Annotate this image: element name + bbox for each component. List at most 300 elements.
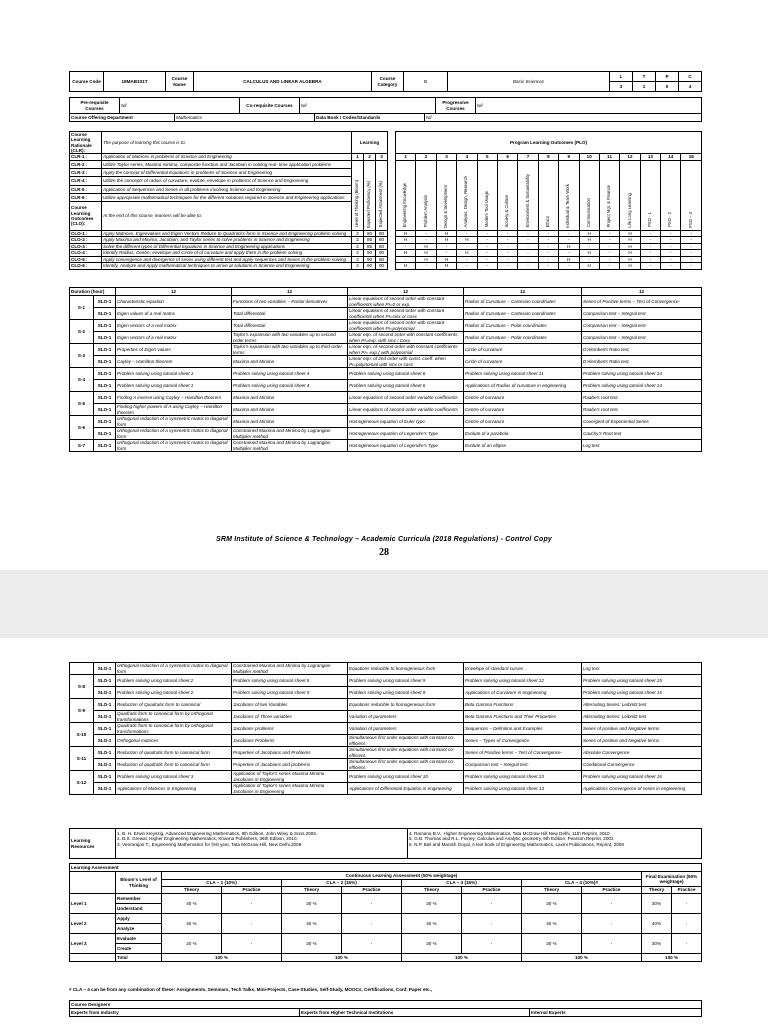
resource-item: 1. B. H. Erwin kreyszig, Advanced Engineering Mathematics, 9th Edition, John Wiley & Sons,2006. bbox=[117, 831, 318, 836]
clo-plo-value: - bbox=[396, 256, 416, 263]
clo-label: Course Learning Outcomes (CLO): bbox=[70, 202, 102, 230]
clo-plo-value: - bbox=[640, 250, 660, 257]
topic-cell: Constrained Maxima and Minima by Lagrangian Multiplier method bbox=[232, 440, 348, 452]
course-category-name: Basic Sciences bbox=[448, 72, 610, 92]
course-category: B bbox=[404, 72, 448, 92]
final-exam-label: Final Examination (50% weightage) bbox=[642, 872, 702, 887]
course-designers-label: Course Designers bbox=[70, 1001, 702, 1009]
assessment-value: - bbox=[582, 914, 642, 934]
clo-plo-value: - bbox=[518, 250, 538, 257]
learning-label: Learning bbox=[352, 132, 388, 154]
schedule-table-1 bbox=[69, 287, 702, 452]
total-value: 100 % bbox=[402, 954, 522, 962]
topic-cell: Problem solving using tutorial sheet 15 bbox=[582, 687, 702, 699]
ltpc-header-c: C bbox=[679, 72, 702, 82]
course-code-label: Course Code bbox=[70, 72, 104, 92]
blooms-label: Bloom's Level of Thinking bbox=[116, 872, 162, 894]
schedule-row bbox=[70, 356, 702, 368]
clo-plo-value: H bbox=[436, 230, 456, 237]
topic-cell: Radius of Curvature – Polar coordinates bbox=[464, 332, 582, 344]
slo-label: SLO-1 bbox=[94, 759, 116, 771]
topic-cell: Problem solving using tutorial sheet 9 bbox=[348, 675, 464, 687]
plo-header-text: Environment & Sustainability bbox=[524, 174, 530, 228]
slo-label: SLO-1 bbox=[94, 735, 116, 747]
clo-plo-value: - bbox=[661, 230, 681, 237]
clo-plo-value: - bbox=[681, 230, 702, 237]
thinking-label: Evaluate bbox=[116, 934, 162, 944]
assessment-value: 40 % bbox=[162, 894, 222, 914]
plo-number: 1 bbox=[396, 154, 416, 161]
course-code: 18MAB101T bbox=[104, 72, 166, 92]
clo-code: CLO-5 : bbox=[70, 256, 102, 263]
assessment-value: - bbox=[582, 894, 642, 914]
topic-cell: Applications of Radius of curvature in engineering bbox=[464, 380, 582, 392]
topic-cell: Log test bbox=[582, 440, 702, 452]
plo-number: 4 bbox=[457, 154, 477, 161]
session-label: S-2 bbox=[70, 320, 94, 344]
plo-number: 9 bbox=[559, 154, 579, 161]
topic-cell: Alternating Series: Leibnitz test bbox=[582, 711, 702, 723]
assessment-value: - bbox=[462, 914, 522, 934]
assessment-value: - bbox=[672, 934, 702, 954]
topic-cell: Problem solving using tutorial sheet 2 bbox=[116, 675, 232, 687]
clo-plo-value: H bbox=[579, 237, 599, 244]
plo-number: 14 bbox=[661, 154, 681, 161]
plo-header-text: Ethics bbox=[545, 215, 551, 228]
clo-plo-value: - bbox=[599, 256, 619, 263]
plo-header bbox=[477, 160, 497, 230]
resource-item: 3. Veerarajan T., Engineering Mathematics for first year, Tata McGraw-Hill, New Delhi,2008. bbox=[117, 841, 303, 847]
clo-plo-value: - bbox=[599, 263, 619, 270]
plo-header bbox=[538, 160, 558, 230]
ltpc-header-t: T bbox=[633, 72, 656, 82]
assessment-value: 30 % bbox=[402, 894, 462, 914]
slo-label: SLO-1 bbox=[94, 320, 116, 332]
clo-plo-value: H bbox=[436, 263, 456, 270]
topic-cell: Covergent of Exponential Series bbox=[582, 416, 702, 428]
topic-cell: Variation of parameters bbox=[348, 723, 464, 735]
topic-cell: Log test bbox=[582, 663, 702, 675]
topic-cell: Taylor's expansion with two variables up to third order terms bbox=[232, 344, 348, 356]
clo-plo-value: - bbox=[497, 230, 517, 237]
clo-code: CLO-6 : bbox=[70, 263, 102, 270]
plo-header-text: Life Long Learning bbox=[626, 192, 632, 228]
page-gap bbox=[0, 570, 768, 638]
coreq-value: Nil bbox=[300, 98, 436, 114]
topic-cell: Applications of Curvature in engineering bbox=[464, 687, 582, 699]
topic-cell: orthogonal reduction of a symmetric matrix to diagonal form bbox=[116, 428, 232, 440]
topic-cell: Comparison test – Integral test- bbox=[582, 308, 702, 320]
blank-cell bbox=[70, 954, 116, 962]
topic-cell: Applications Convergence of series in engineering bbox=[582, 783, 702, 795]
plo-header bbox=[396, 160, 416, 230]
clr-code: CLR-1 : bbox=[70, 154, 102, 161]
topic-cell: Evolute of an ellipse bbox=[464, 440, 582, 452]
session-label: S-12 bbox=[70, 771, 94, 795]
assessment-value: - bbox=[342, 914, 402, 934]
schedule-row bbox=[70, 320, 702, 332]
level-label: Level 3 bbox=[70, 934, 116, 954]
topic-cell: Series of positive and Negative terms. bbox=[582, 723, 702, 735]
topic-cell: Variation of parameters bbox=[348, 711, 464, 723]
clo-plo-value: - bbox=[518, 237, 538, 244]
topic-cell: Series of positive and Negative terms. bbox=[582, 735, 702, 747]
clr-text: Application of Matrices in problems of Science and Engineering bbox=[102, 154, 352, 161]
topic-cell: Problem solving using tutorial sheet 11 bbox=[464, 368, 582, 380]
topic-cell: Series – Types of Convergence bbox=[464, 735, 582, 747]
clo-plo-value: - bbox=[518, 256, 538, 263]
schedule-row bbox=[70, 440, 702, 452]
ltpc-value-c: 4 bbox=[679, 82, 702, 92]
topic-cell: Problem solving using tutorial sheet 2 bbox=[116, 687, 232, 699]
clo-plo-value: H bbox=[396, 237, 416, 244]
topic-cell: Finding higher powers of A using Cayley – Hamilton theorem bbox=[116, 404, 232, 416]
clo-learning-value: 2 bbox=[352, 250, 364, 257]
topic-cell: Cauchy's Root test bbox=[582, 428, 702, 440]
level-label: Level 1 bbox=[70, 894, 116, 914]
topic-cell: Alternating Series: Leibnitz test bbox=[582, 699, 702, 711]
clo-learning-value: 2 bbox=[352, 237, 364, 244]
clr-text: Apply the concept of Differential Equations in problems of Science and Engineering bbox=[102, 168, 352, 176]
total-value: 100 % bbox=[162, 954, 282, 962]
schedule-row bbox=[70, 687, 702, 699]
topic-cell: Beta Gamma Functions bbox=[464, 699, 582, 711]
assessment-value: 30 % bbox=[522, 894, 582, 914]
session-label: S-8 bbox=[70, 675, 94, 699]
clo-plo-value: - bbox=[559, 263, 579, 270]
total-value: 100 % bbox=[522, 954, 642, 962]
assessment-value: - bbox=[222, 894, 282, 914]
schedule-row bbox=[70, 344, 702, 356]
schedule-row bbox=[70, 296, 702, 308]
clr-code: CLR-3 : bbox=[70, 168, 102, 176]
slo-label: SLO-1 bbox=[94, 663, 116, 675]
databook-label: Data Book / Codes/Standards bbox=[315, 114, 425, 122]
schedule-row bbox=[70, 368, 702, 380]
practice-label: Practice bbox=[672, 887, 702, 894]
blank-cell bbox=[70, 872, 116, 894]
internal-experts-label: Internal Experts bbox=[530, 1009, 702, 1017]
topic-cell: Eigen vectors of a real matrix bbox=[116, 332, 232, 344]
spacer-cell bbox=[388, 263, 396, 270]
assessment-value: 30 % bbox=[282, 894, 342, 914]
clo-plo-value: - bbox=[518, 263, 538, 270]
assessment-value: 40% bbox=[642, 914, 672, 934]
clo-plo-value: H bbox=[620, 230, 640, 237]
plo-number: 8 bbox=[538, 154, 558, 161]
topic-cell: Problem solving using tutorial sheet 12 bbox=[464, 675, 582, 687]
topic-cell: Conditional Convergence bbox=[582, 759, 702, 771]
clo-plo-value: - bbox=[640, 230, 660, 237]
schedule-row bbox=[70, 308, 702, 320]
session-label: S-9 bbox=[70, 699, 94, 723]
slo-label: SLO-1 bbox=[94, 344, 116, 356]
cla-column: CLA – 2 (15%) bbox=[282, 880, 402, 887]
clo-plo-value: - bbox=[681, 250, 702, 257]
topic-cell: Application of Taylor's series Maxima Minima Jacobians in Engineering bbox=[232, 783, 348, 795]
plo-header bbox=[681, 160, 702, 230]
slo-label: SLO-1 bbox=[94, 687, 116, 699]
slo-label: SLO-1 bbox=[94, 332, 116, 344]
session-label: S-1 bbox=[70, 296, 94, 320]
plo-header bbox=[579, 160, 599, 230]
clo-plo-value: - bbox=[477, 263, 497, 270]
schedule-row bbox=[70, 428, 702, 440]
session-label: S-6 bbox=[70, 416, 94, 440]
resource-item: 5. G.B. Thomas and R.L. Finney, Calculus and Analytic geometry, 9th Edition, Pearson,Reprint, 2002 bbox=[409, 836, 614, 842]
schedule-row bbox=[70, 675, 702, 687]
resource-item: 6. N.P. Bali and Manish Goyal, A text book of Engineering Mathematics, Laxmi Publications, Reprint, 2008 bbox=[409, 841, 624, 847]
topic-cell: Eigen values of a real matrix bbox=[116, 308, 232, 320]
experts-industry-label: Experts from Industry bbox=[70, 1009, 300, 1017]
plo-header bbox=[497, 160, 517, 230]
schedule-row bbox=[70, 711, 702, 723]
session-label: S-4 bbox=[70, 368, 94, 392]
progressive-value: Nil bbox=[476, 98, 702, 114]
theory-label: Theory bbox=[402, 887, 462, 894]
clo-plo-value: - bbox=[559, 250, 579, 257]
assessment-value: 40 % bbox=[282, 914, 342, 934]
schedule-row bbox=[70, 332, 702, 344]
plo-header-text: Project Mgt. & Finance bbox=[606, 184, 612, 228]
total-value: 100 % bbox=[642, 954, 702, 962]
slo-label: SLO-1 bbox=[94, 392, 116, 404]
plo-header-text: Analysis, Design, Research bbox=[463, 176, 469, 228]
assessment-label: Learning Assessment bbox=[70, 864, 702, 872]
topic-cell: Problem solving using tutorial sheet 16 bbox=[582, 771, 702, 783]
ltpc-value-t: 1 bbox=[633, 82, 656, 92]
topic-cell: Constrained Maxima and Minima by Lagrangian Multiplier method bbox=[232, 428, 348, 440]
clo-plo-value: - bbox=[681, 243, 702, 250]
topic-cell: Comparison test – Integral test- bbox=[464, 759, 582, 771]
slo-label: SLO-1 bbox=[94, 380, 116, 392]
clo-plo-value: H bbox=[396, 263, 416, 270]
resources-right bbox=[408, 829, 702, 859]
clo-plo-value: - bbox=[477, 250, 497, 257]
learning-header-text: Level of Thinking (Bloom) bbox=[354, 179, 360, 228]
topic-cell: Problem solving using tutorial sheet 5 bbox=[232, 687, 348, 699]
topic-cell: Simultaneous first order equations with constant co-efficient. bbox=[348, 735, 464, 747]
thinking-label: Create bbox=[116, 944, 162, 954]
clo-plo-value: - bbox=[538, 243, 558, 250]
clo-intro: At the end of this course, learners will be able to: bbox=[102, 202, 352, 230]
slo-label: SLO-1 bbox=[94, 711, 116, 723]
clo-plo-value: - bbox=[599, 237, 619, 244]
topic-cell: Comparison test – Integral test- bbox=[582, 320, 702, 332]
clo-learning-value: 2 bbox=[352, 263, 364, 270]
clo-plo-value: - bbox=[416, 263, 436, 270]
clo-code: CLO-4 : bbox=[70, 250, 102, 257]
course-name-label: Course Name bbox=[166, 72, 194, 92]
clo-learning-value: 80 bbox=[376, 243, 388, 250]
assessment-value: 30 % bbox=[402, 934, 462, 954]
ltpc-value-p: 0 bbox=[656, 82, 679, 92]
schedule-row bbox=[70, 747, 702, 759]
clo-plo-value: H bbox=[620, 250, 640, 257]
practice-label: Practice bbox=[222, 887, 282, 894]
clo-plo-value: - bbox=[457, 263, 477, 270]
assessment-value: 30% bbox=[642, 934, 672, 954]
clo-text: Solve the different types of Differential Equations in Science and Engineering applications bbox=[102, 243, 352, 250]
assessment-value: - bbox=[462, 934, 522, 954]
plo-header bbox=[436, 160, 456, 230]
thinking-label: Understand bbox=[116, 904, 162, 914]
schedule-row bbox=[70, 663, 702, 675]
clo-plo-value: - bbox=[661, 243, 681, 250]
topic-cell: Series of Positive terms – Test of Convergence- bbox=[582, 296, 702, 308]
clo-code: CLO-3 : bbox=[70, 243, 102, 250]
assessment-value: - bbox=[672, 914, 702, 934]
learning-resources-table bbox=[69, 828, 702, 859]
spacer-cell bbox=[388, 160, 396, 230]
topic-cell: Application of Taylor's series Maxima Minima Jacobians in Engineering bbox=[232, 771, 348, 783]
clo-code: CLO-2 : bbox=[70, 237, 102, 244]
department-value: Mathematics bbox=[175, 114, 315, 122]
clo-learning-value: 2 bbox=[352, 256, 364, 263]
theory-label: Theory bbox=[522, 887, 582, 894]
topic-cell: Equations reducible to homogeneous form bbox=[348, 663, 464, 675]
clo-text: Identify Radius, Centre, envelope and Circle of of curvature and apply them in the problem solving bbox=[102, 250, 352, 257]
topic-cell: Quadratic form to canonical form by orthogonal transformations bbox=[116, 723, 232, 735]
topic-cell: Jacobians problems bbox=[232, 723, 348, 735]
topic-cell: Raabe's root test. bbox=[582, 392, 702, 404]
topic-cell: Linear equations of second order variable coefficients bbox=[348, 404, 464, 416]
topic-cell: Absolute Convergence bbox=[582, 747, 702, 759]
topic-cell: Total differential bbox=[232, 320, 348, 332]
plo-number: 15 bbox=[681, 154, 702, 161]
topic-cell: Linear equations of second order with constant coefficients when PI=polynomial bbox=[348, 320, 464, 332]
clo-plo-value: H bbox=[620, 237, 640, 244]
topic-cell: Reduction of quadratic form to canonical form bbox=[116, 759, 232, 771]
topic-cell: Problem solving using tutorial sheet 15 bbox=[582, 675, 702, 687]
assessment-value: 30% bbox=[642, 894, 672, 914]
clo-plo-value: - bbox=[559, 230, 579, 237]
topic-cell: Radius of Curvature – Cartesian coordinates bbox=[464, 308, 582, 320]
session-label: S-3 bbox=[70, 344, 94, 368]
topic-cell: orthogonal reduction of a symmetric matrix to diagonal form bbox=[116, 663, 232, 675]
slo-label: SLO-1 bbox=[94, 296, 116, 308]
topic-cell: Linear eqn. of second order with constant coefficients when PI= exp.( with polynomial bbox=[348, 344, 464, 356]
footer-institution: SRM Institute of Science & Technology – Academic Curricula (2018 Regulations) - Control Copy bbox=[215, 536, 553, 543]
course-name: CALCULUS AND LINEAR ALGEBRA bbox=[194, 72, 372, 92]
clo-plo-value: H bbox=[396, 250, 416, 257]
clo-plo-value: - bbox=[538, 250, 558, 257]
cla-column: CLA – 4 (10%)# bbox=[522, 880, 642, 887]
topic-cell: Comparison test – Integral test- bbox=[582, 332, 702, 344]
slo-label: SLO-1 bbox=[94, 747, 116, 759]
clo-plo-value: - bbox=[640, 256, 660, 263]
clo-plo-value: - bbox=[640, 263, 660, 270]
clo-plo-value: H bbox=[620, 243, 640, 250]
assessment-value: 30 % bbox=[282, 934, 342, 954]
clo-learning-value: 80 bbox=[376, 230, 388, 237]
session-label bbox=[70, 663, 94, 675]
plo-number: 2 bbox=[416, 154, 436, 161]
plo-header-text: Problem Analysis bbox=[422, 195, 428, 228]
clo-plo-value: H bbox=[559, 256, 579, 263]
resource-item: 4. Ramana B.V., Higher Engineering Mathematics, Tata McGraw Hill New Delhi, 11th Reprint, 2010 bbox=[409, 831, 610, 836]
topic-cell: Problem solving using tutorial sheet 3 bbox=[116, 771, 232, 783]
plo-header bbox=[640, 160, 660, 230]
theory-label: Theory bbox=[162, 887, 222, 894]
clo-plo-value: - bbox=[457, 256, 477, 263]
topic-cell: Equations reducible to homogeneous form bbox=[348, 699, 464, 711]
topic-cell: Series of Positive terms – Test of Convergence- bbox=[464, 747, 582, 759]
clo-plo-value: - bbox=[559, 237, 579, 244]
plo-number: 7 bbox=[518, 154, 538, 161]
topic-cell: Circle of curvature bbox=[464, 344, 582, 356]
clo-plo-value: - bbox=[599, 250, 619, 257]
topic-cell: Maxima and Minima bbox=[232, 392, 348, 404]
topic-cell: Applications of Differential Equation in engineering bbox=[348, 783, 464, 795]
clo-plo-value: - bbox=[661, 250, 681, 257]
clo-learning-value: 90 bbox=[376, 263, 388, 270]
topic-cell: Quadratic form to canonical form by orthogonal transformations bbox=[116, 711, 232, 723]
clo-plo-value: - bbox=[477, 243, 497, 250]
clo-learning-value: 85 bbox=[364, 237, 376, 244]
topic-cell: orthogonal reduction of a symmetric matrix to diagonal form bbox=[116, 416, 232, 428]
plo-header bbox=[559, 160, 579, 230]
clr-code: CLR-5 : bbox=[70, 185, 102, 193]
clo-text: Apply Maxima and Minima, Jacobian, and Taylor series to solve problems in Science and Engineering bbox=[102, 237, 352, 244]
clo-plo-value: - bbox=[538, 256, 558, 263]
plo-header-text: Society & Culture bbox=[504, 194, 510, 228]
topic-cell: Sequences – Definition and Examples bbox=[464, 723, 582, 735]
plo-label: Program Learning Outcomes (PLO) bbox=[396, 132, 702, 154]
slo-label: SLO-1 bbox=[94, 404, 116, 416]
clo-plo-value: H bbox=[457, 237, 477, 244]
plo-number: 3 bbox=[436, 154, 456, 161]
topic-cell: Problem solving using tutorial sheet 13 bbox=[464, 783, 582, 795]
clo-plo-value: - bbox=[579, 243, 599, 250]
topic-cell: Eigen vectors of a real matrix bbox=[116, 320, 232, 332]
topic-cell: Radius of Curvature – Polar coordinates bbox=[464, 320, 582, 332]
clo-learning-value: 85 bbox=[364, 243, 376, 250]
theory-label: Theory bbox=[282, 887, 342, 894]
learning-assessment-table bbox=[69, 863, 702, 962]
slo-label: SLO-1 bbox=[94, 428, 116, 440]
unit-hours: 12 bbox=[464, 288, 582, 296]
clo-plo-value: - bbox=[497, 263, 517, 270]
cla-column: CLA – 3 (15%) bbox=[402, 880, 522, 887]
clo-plo-value: H bbox=[457, 250, 477, 257]
clo-plo-value: - bbox=[518, 230, 538, 237]
topic-cell: orthogonal reduction of a symmetric matrix to diagonal form bbox=[116, 440, 232, 452]
clo-plo-value: H bbox=[579, 230, 599, 237]
topic-cell: Centre of curvature bbox=[464, 416, 582, 428]
thinking-label: Apply bbox=[116, 914, 162, 924]
clo-learning-value: 80 bbox=[364, 230, 376, 237]
department-table bbox=[69, 113, 702, 122]
clr-code: CLR-6 : bbox=[70, 193, 102, 201]
clo-plo-value: - bbox=[436, 250, 456, 257]
topic-cell: Problem solving using tutorial sheet 4 bbox=[232, 368, 348, 380]
clo-plo-value: - bbox=[477, 256, 497, 263]
clo-plo-value: - bbox=[661, 263, 681, 270]
department-label: Course Offering Department bbox=[70, 114, 175, 122]
plo-number: 13 bbox=[640, 154, 660, 161]
learning-header bbox=[352, 160, 364, 230]
clo-learning-value: 90 bbox=[364, 263, 376, 270]
clo-plo-value: - bbox=[457, 243, 477, 250]
level-label: Level 2 bbox=[70, 914, 116, 934]
clo-learning-value: 80 bbox=[376, 237, 388, 244]
plo-header-text: PSO - 2 bbox=[667, 212, 673, 228]
schedule-row bbox=[70, 392, 702, 404]
clo-plo-value: - bbox=[416, 237, 436, 244]
schedule-row bbox=[70, 735, 702, 747]
plo-header-text: Design & Development bbox=[443, 184, 449, 228]
